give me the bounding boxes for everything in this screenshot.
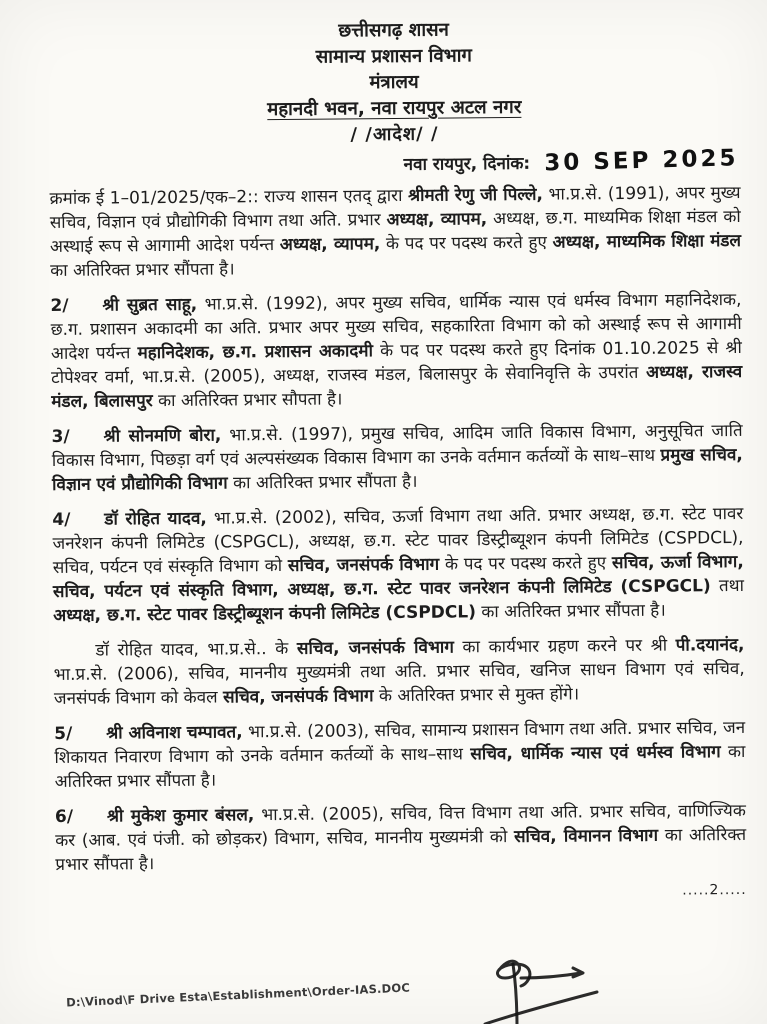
order-text-bold: सचिव, जनसंपर्क विभाग (287, 554, 440, 576)
order-text-bold: डॉ रोहित यादव, (104, 508, 207, 530)
paragraph-number: 2/ (50, 295, 69, 317)
order-text-bold: प्रमुख सचिव, विज्ञान एवं प्रौद्योगिकी विभाग (51, 444, 743, 495)
file-path: D:\Vinod\F Drive Esta\Establishment\Order-IAS.DOC (65, 980, 411, 1010)
order-text-bold: अध्यक्ष, व्यापम, (279, 234, 381, 256)
order-text: का अतिरिक्त प्रभार सौंपता है। (55, 824, 747, 875)
order-text-bold: सचिव, जनसंपर्क विभाग (222, 686, 374, 708)
order-text: अध्यक्ष, छ.ग. माध्यमिक शिक्षा मंडल को अस्थाई रूप से आगामी आदेश पर्यन्त (49, 206, 741, 258)
order-text: भा.प्र.से. (2005), सचिव, वित्त विभाग तथा अति. प्रभार सचिव, वाणिज्यिक कर (आब. एवं पंजी. को छोड़कर) विभाग, सचिव, माननीय मुख्यमंत्री को (55, 800, 747, 851)
order-paragraph (54, 716, 746, 794)
order-text: के पद पर पदस्थ करते हुए दिनांक 01.10.2025 से श्री टोपेश्वर वर्मा, भा.प्र.से. (2005), अध्यक्ष, राजस्व मंडल, बिलासपुर के सेवानिवृत्ति के उपरांत (51, 337, 742, 389)
paragraph-number: 5/ (54, 723, 73, 744)
order-paragraph (52, 419, 744, 497)
page-number-marker: .....2..... (682, 881, 747, 899)
order-text-bold: श्रीमती रेणु जी पिल्ले, (407, 184, 544, 206)
order-text: के पद पर पदस्थ करते हुए (380, 232, 553, 255)
order-text: का अतिरिक्त प्रभार सौंपता है। (50, 259, 235, 282)
paragraph-number: 4/ (52, 509, 71, 530)
order-text-bold: सचिव, विमानन विभाग (513, 825, 659, 847)
order-text-bold: सचिव, धार्मिक न्यास एवं धर्मस्व विभाग (470, 742, 721, 765)
order-paragraph (55, 799, 747, 877)
order-text-bold: अध्यक्ष, माध्यमिक शिक्षा मंडल (552, 230, 742, 253)
order-title: / /आदेश/ / (350, 123, 439, 146)
order-text: क्रमांक ई 1–01/2025/एक–2:: राज्य शासन एतद् द्वारा (49, 185, 409, 210)
order-paragraph (53, 633, 745, 711)
date-stamp: 30 SEP 2025 (543, 145, 739, 177)
order-text-bold: अध्यक्ष, राजस्व मंडल, बिलासपुर (51, 361, 743, 413)
order-text: का अतिरिक्त प्रभार सौपता है। (152, 389, 343, 412)
order-text: भा.प्र.से. (1992), अपर मुख्य सचिव, धार्मिक न्यास एवं धर्मस्व विभाग महानिदेशक, छ.ग. प्रशासन अकादमी का अति. प्रभार अपर मुख्य सचिव, सहकारिता विभाग को को अस्थाई रूप से आगामी आदेश पर्यन्त (50, 289, 742, 365)
dateline-place-label: नवा रायपुर, दिनांक: (403, 153, 531, 175)
order-text: भा.प्र.से. (1997), प्रमुख सचिव, आदिम जाति विकास विभाग, अनुसूचित जाति विकास विभाग, पिछड़ा वर्ग एवं अल्पसंख्यक विकास विभाग का उनके वर्तमान कर्तव्यों के साथ–साथ (51, 420, 743, 471)
order-text: भा.प्र.से. (2002), सचिव, ऊर्जा विभाग तथा अति. प्रभार अध्यक्ष, छ.ग. स्टेट पावर जनरेशन कंपनी लिमिटेड (CSPGCL), अध्यक्ष, छ.ग. स्टेट पावर डिस्ट्रीब्यूशन कंपनी लिमिटेड (CSPDCL), सचिव, पर्यटन एवं संस्कृति विभाग को (52, 503, 744, 578)
order-paragraphs (49, 181, 746, 877)
order-text: का अतिरिक्त प्रभार सौंपता है। (54, 741, 746, 792)
order-paragraph (49, 181, 741, 283)
order-text-bold: पी.दयानंद, (675, 634, 745, 656)
order-text-bold: सचिव, ऊर्जा विभाग, सचिव, पर्यटन एवं संस्कृति विभाग, अध्यक्ष, छ.ग. स्टेट पावर जनरेशन कंपनी लिमिटेड (CSPGCL) (52, 551, 744, 602)
letterhead-address: महानदी भवन, नवा रायपुर अटल नगर (267, 96, 522, 121)
dateline (49, 147, 738, 179)
order-text: भा.प्र.से. (2006), सचिव, माननीय मुख्यमंत्री तथा अति. प्रभार सचिव, खनिज साधन विभाग एवं सचिव, जनसंपर्क विभाग को केवल (53, 658, 745, 709)
letterhead-department: सामान्य प्रशासन विभाग (315, 45, 473, 68)
signature-scribble (455, 948, 665, 1024)
order-text-bold: श्री सोनमणि बोरा, (103, 425, 222, 447)
order-text: का अतिरिक्त प्रभार सौंपता है। (227, 471, 418, 494)
order-text-bold: अध्यक्ष, व्यापम, (386, 209, 488, 231)
order-content (48, 15, 747, 904)
letterhead-government: छत्तीसगढ़ शासन (338, 19, 449, 42)
order-text: तथा (710, 575, 745, 597)
order-text: भा.प्र.से. (2003), सचिव, सामान्य प्रशासन विभाग तथा अति. प्रभार सचिव, जन शिकायत निवारण विभाग को उनके वर्तमान कर्तव्यों के साथ–साथ (54, 717, 746, 768)
order-text: डॉ रोहित यादव, भा.प्र.से.. के (95, 638, 298, 661)
order-text: का कार्यभार ग्रहण करने पर श्री (453, 635, 676, 658)
order-text: का अतिरिक्त प्रभार सौंपता है। (475, 600, 666, 623)
order-text: भा.प्र.से. (1991), अपर मुख्य सचिव, विज्ञान एवं प्रौद्योगिकी विभाग तथा अति. प्रभार (49, 182, 741, 234)
order-text: के पद पर पदस्थ करते हुए (439, 553, 613, 575)
paragraph-number: 6/ (54, 806, 74, 827)
letterhead (48, 15, 740, 151)
letterhead-ministry: मंत्रालय (369, 71, 419, 94)
order-text-bold: महानिदेशक, छ.ग. प्रशासन अकादमी (137, 341, 374, 364)
order-text-bold: सचिव, जनसंपर्क विभाग (296, 637, 454, 659)
order-text-bold: श्री मुकेश कुमार बंसल, (106, 805, 255, 827)
paragraph-number: 3/ (51, 426, 70, 447)
order-paragraph (50, 288, 742, 414)
order-text-bold: अध्यक्ष, छ.ग. स्टेट पावर डिस्ट्रीब्यूशन कंपनी लिमिटेड (CSPDCL) (53, 602, 477, 626)
order-text-bold: श्री सुब्रत साहू, (102, 294, 198, 316)
order-text-bold: श्री अविनाश चम्पावत, (106, 722, 243, 744)
order-paragraph (52, 502, 744, 628)
order-text: के अतिरिक्त प्रभार से मुक्त होंगे। (373, 684, 580, 707)
